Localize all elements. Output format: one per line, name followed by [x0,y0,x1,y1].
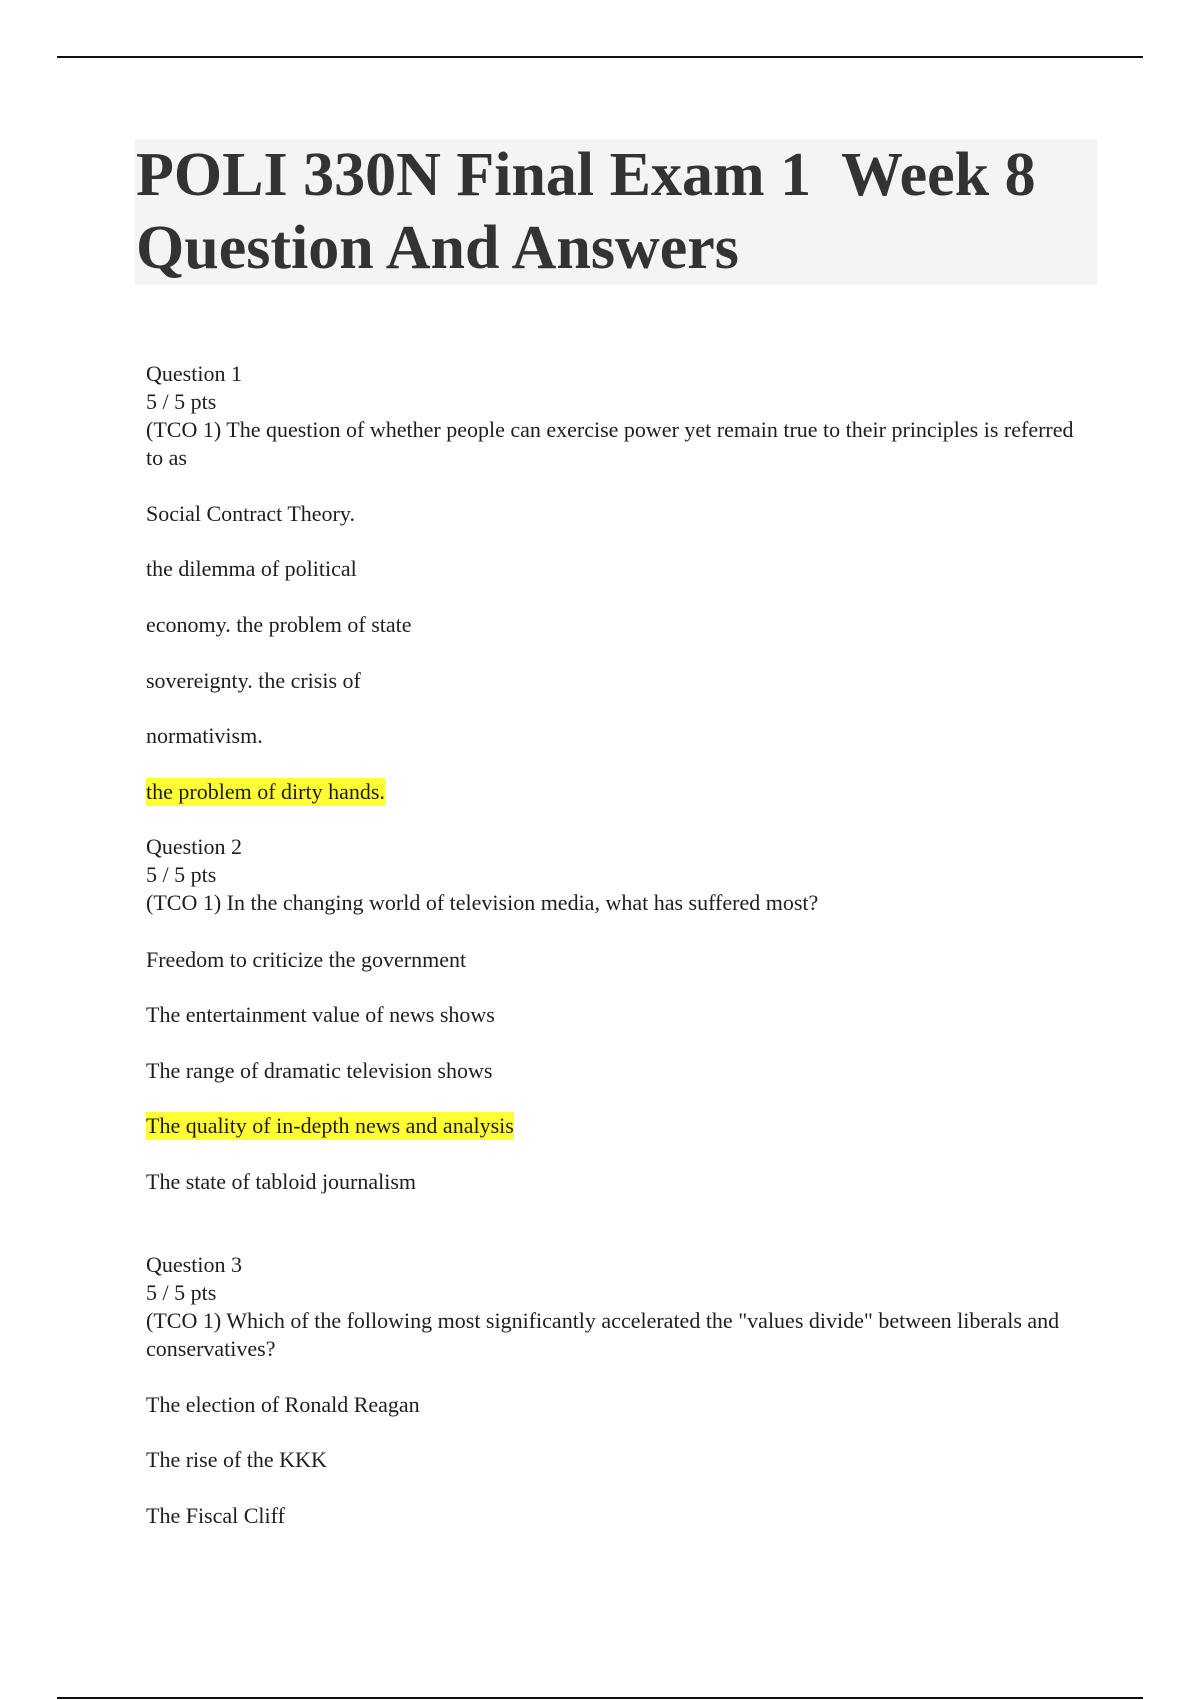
question-1-header [146,360,1096,472]
answer-option: The election of Ronald Reagan [146,1392,420,1417]
answer-option: The state of tabloid journalism [146,1169,417,1194]
answer-option: economy. the problem of state [146,612,412,637]
question-3-header [146,1251,1096,1363]
answer-option: The rise of the KKK [146,1447,327,1472]
answer-option: The range of dramatic television shows [146,1058,493,1083]
correct-answer-highlight: the problem of dirty hands. [146,779,385,804]
answer-option: sovereignty. the crisis of [146,668,361,693]
answer-option: The Fiscal Cliff [146,1503,285,1528]
title-line-2: Question And Answers [136,214,739,282]
answer-option: the dilemma of political [146,556,357,581]
correct-answer-highlight: The quality of in-depth news and analysis [146,1113,514,1138]
question-stem: (TCO 1) Which of the following most significantly accelerated the "values divide" between liberals and conservatives? [146,1308,1060,1361]
question-stem: (TCO 1) In the changing world of television media, what has suffered most? [146,890,819,915]
question-stem: (TCO 1) The question of whether people can exercise power yet remain true to their principles is referred to as [146,417,1074,470]
question-label: Question 3 [146,1252,242,1277]
question-points: 5 / 5 pts [146,862,217,887]
answer-option: The entertainment value of news shows [146,1002,495,1027]
question-label: Question 2 [146,834,242,859]
answer-option: Social Contract Theory. [146,501,355,526]
question-label: Question 1 [146,361,242,386]
question-2-header [146,833,1096,917]
answer-option: normativism. [146,723,263,748]
top-rule [57,56,1143,58]
answer-option: Freedom to criticize the government [146,947,467,972]
title-line-1: POLI 330N Final Exam 1 Week 8 [136,141,1036,209]
bottom-rule [57,1697,1143,1699]
question-points: 5 / 5 pts [146,389,217,414]
question-points: 5 / 5 pts [146,1280,217,1305]
document-title [135,139,1097,285]
